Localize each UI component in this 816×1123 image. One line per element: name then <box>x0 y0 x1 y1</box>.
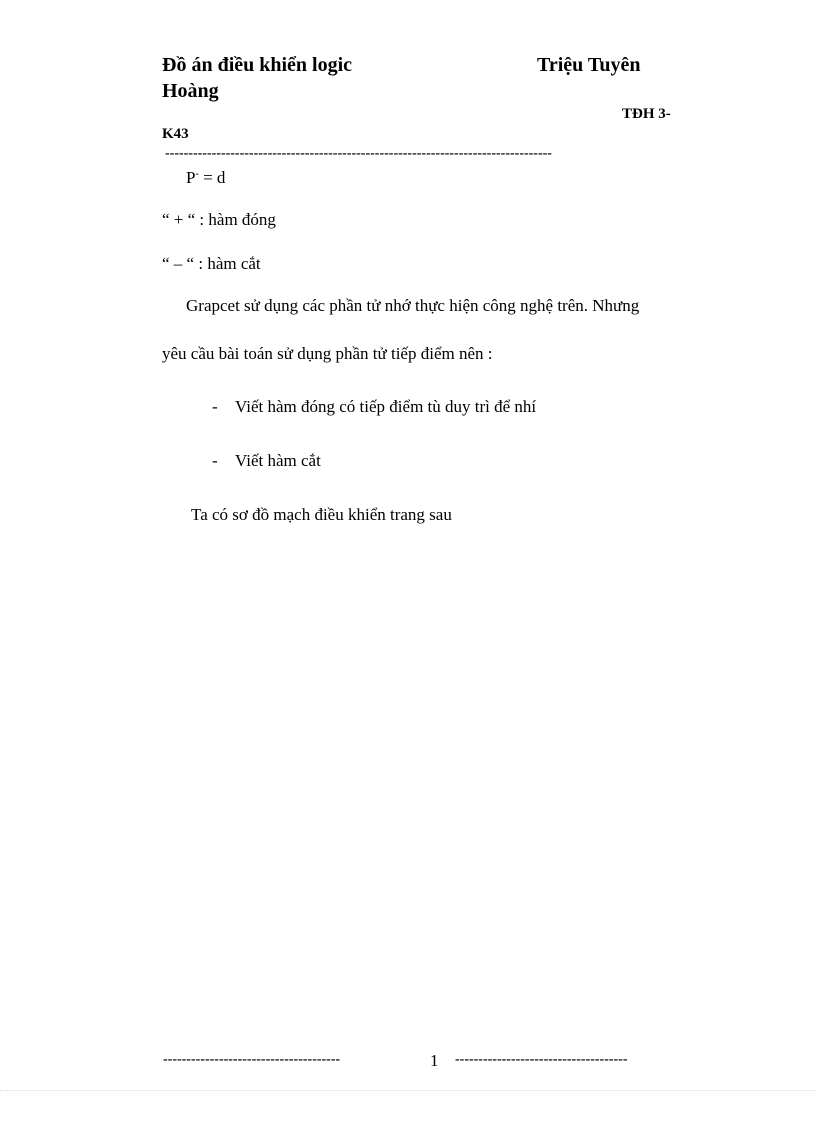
paragraph-line-2: yêu cầu bài toán sử dụng phần tử tiếp điểm nên : <box>162 344 493 363</box>
header-title-continued: Hoàng <box>162 80 219 102</box>
header-class-code: TĐH 3- <box>622 106 671 122</box>
footer-left-dashes: -------------------------------------- <box>163 1052 341 1067</box>
header-author-name: Triệu Tuyên <box>537 54 641 76</box>
bullet-dash-1: - <box>212 397 218 416</box>
header-title: Đồ án điều khiển logic <box>162 54 353 76</box>
formula-superscript: - <box>195 168 199 180</box>
minus-definition: “ – “ : hàm cắt <box>162 254 261 273</box>
bullet-dash-2: - <box>212 451 218 470</box>
paragraph-line-1: Grapcet sử dụng các phần tử nhớ thực hiện công nghệ trên. Nhưng <box>186 296 640 315</box>
formula-line <box>186 168 225 188</box>
header-divider: ----------------------------------------------------------------------------------- <box>165 146 552 161</box>
bullet-text-2: Viết hàm cắt <box>235 451 321 470</box>
page-number: 1 <box>430 1051 439 1070</box>
bullet-text-1: Viết hàm đóng có tiếp điểm tù duy trì để nhí <box>235 397 537 416</box>
page-bottom-edge <box>0 1090 816 1092</box>
plus-definition: “ + “ : hàm đóng <box>162 210 276 229</box>
closing-sentence: Ta có sơ đồ mạch điều khiển trang sau <box>191 505 452 524</box>
formula-base: P <box>186 168 196 187</box>
footer-right-dashes: ------------------------------------- <box>455 1052 628 1067</box>
header-class-code-continued: K43 <box>162 126 189 142</box>
formula-rest: = d <box>198 168 226 187</box>
